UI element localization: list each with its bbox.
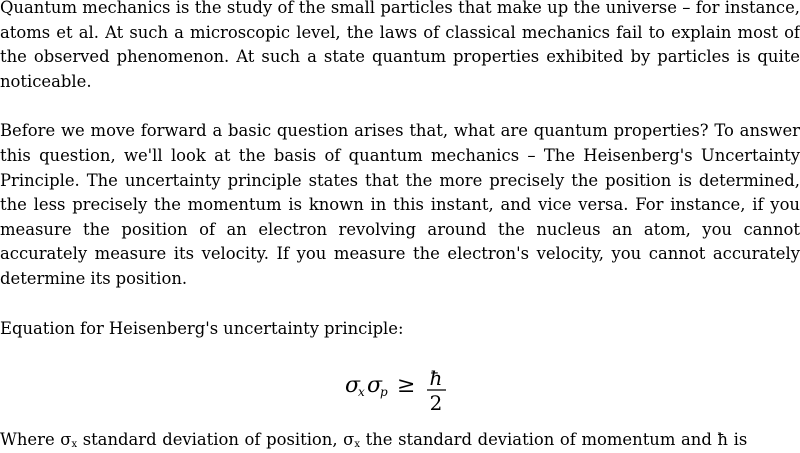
paragraph-intro: Quantum mechanics is the study of the small particles that make up the universe – for instance, atoms et al. At such a microscopic level, the laws of classical mechanics fail to explain most of the observed phenomenon. At such a state quantum properties exhibited by particles is quite noticeable.: [0, 0, 800, 91]
geq-symbol: ≥: [397, 373, 416, 398]
uncertainty-equation: [345, 367, 465, 415]
paragraph-definitions: Where $\sigma_x$ standard deviation of position, $\sigma_x$ the standard deviation of momentum and ħ is: [0, 430, 748, 450]
sigma-x-subscript: x: [358, 385, 365, 399]
paragraph-equation-lead: Equation for Heisenberg's uncertainty principle:: [0, 318, 404, 338]
hbar-symbol: ħ: [429, 366, 443, 390]
sigma-p-subscript: p: [380, 385, 388, 399]
sigma-p-symbol: σ: [367, 373, 383, 398]
paragraph-uncertainty: Before we move forward a basic question arises that, what are quantum properties? To answer this question, we'll look at the basis of quantum mechanics – The Heisenberg's Uncertainty Principle. The uncertainty principle states that the more precisely the position is determined, the less precisely the momentum is known in this instant, and vice versa. For instance, if you measure the position of an electron revolving around the nucleus an atom, you cannot accurately measure its velocity. If you measure the electron's velocity, you cannot accurately determine its position.: [0, 121, 800, 288]
sigma-x-symbol: σ: [345, 373, 361, 398]
denominator-two: 2: [429, 391, 443, 415]
